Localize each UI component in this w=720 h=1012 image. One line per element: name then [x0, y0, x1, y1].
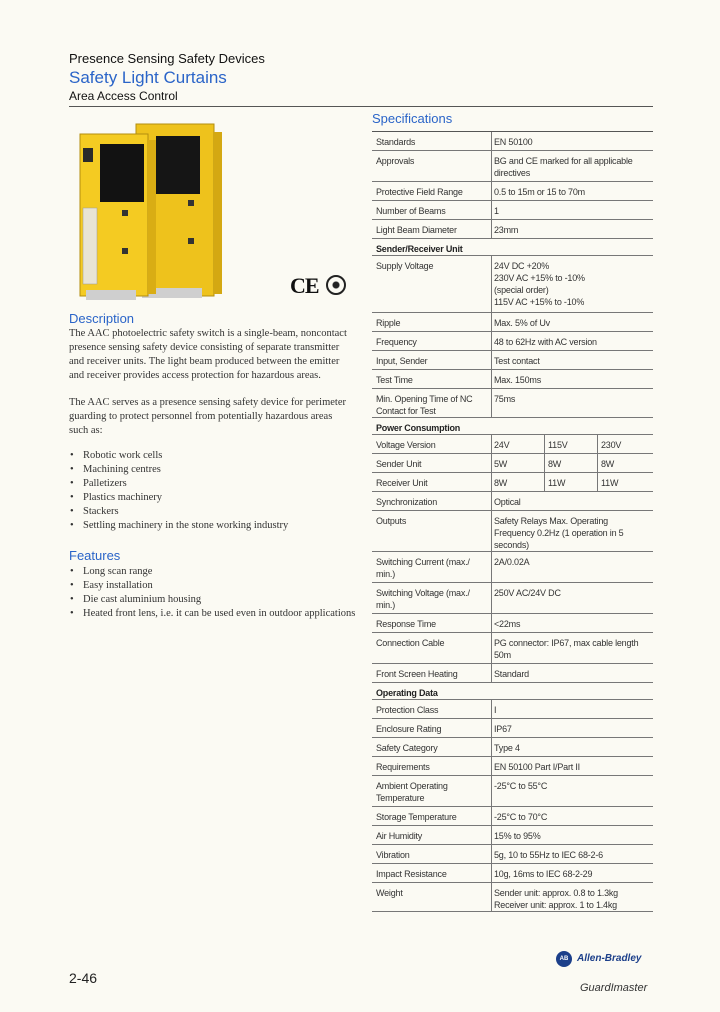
list-item: • Easy installation	[69, 579, 359, 593]
list-item: • Die cast aluminium housing	[69, 593, 359, 607]
spec-label: Weight	[376, 888, 403, 898]
column-divider	[491, 435, 492, 453]
spec-value: 230V	[601, 440, 622, 450]
spec-label: Light Beam Diameter	[376, 225, 457, 235]
spec-value: <22ms	[494, 619, 521, 629]
spec-label: Input, Sender	[376, 356, 428, 366]
table-row	[372, 151, 653, 182]
spec-value: 48 to 62Hz with AC version	[494, 337, 597, 347]
table-row	[372, 757, 653, 776]
column-divider	[491, 473, 492, 491]
spec-label: Protective Field Range	[376, 187, 463, 197]
page-subtitle: Area Access Control	[69, 89, 178, 103]
table-row	[372, 864, 653, 883]
column-divider	[491, 351, 492, 369]
spec-label: Standards	[376, 137, 416, 147]
spec-value: 75ms	[494, 394, 516, 404]
features-list	[69, 565, 359, 621]
spec-label: Sender Unit	[376, 459, 422, 469]
features-heading: Features	[69, 548, 121, 563]
description-paragraph-2: The AAC serves as a presence sensing safety device for perimeter guarding to protect personnel from potentially hazardous areas such as:	[69, 397, 346, 436]
spec-value: Type 4	[494, 743, 520, 753]
spec-value: 5g, 10 to 55Hz to IEC 68-2-6	[494, 850, 603, 860]
spec-label: Supply Voltage	[376, 261, 434, 271]
spec-value: Safety Relays Max. Operating Frequency 0.2Hz (1 operation in 5 seconds)	[494, 516, 624, 550]
spec-label: Min. Opening Time of NC Contact for Test	[376, 394, 473, 416]
kicker: Presence Sensing Safety Devices	[69, 51, 265, 66]
spec-label: Number of Beams	[376, 206, 446, 216]
spec-value: I	[494, 705, 497, 715]
table-row	[372, 776, 653, 807]
table-row	[372, 370, 653, 389]
page-number: 2-46	[69, 970, 98, 986]
section-row	[372, 418, 653, 435]
section-title: Power Consumption	[376, 423, 461, 433]
table-row	[372, 807, 653, 826]
spec-label: Response Time	[376, 619, 436, 629]
table-row	[372, 719, 653, 738]
header-rule	[69, 106, 653, 107]
spec-value: Max. 150ms	[494, 375, 542, 385]
spec-value: Optical	[494, 497, 521, 507]
column-divider	[491, 256, 492, 312]
description-paragraph-1: The AAC photoelectric safety switch is a single-beam, noncontact presence sensing safety device consisting of separate transmitter and receiver units. The light beam produced between the emitter and receiver provides access protection for hazardous areas.	[69, 328, 347, 381]
column-divider	[491, 182, 492, 200]
column-divider	[491, 719, 492, 737]
spec-value: 8W	[601, 459, 615, 469]
column-divider	[491, 757, 492, 775]
spec-label: Receiver Unit	[376, 478, 428, 488]
table-row	[372, 511, 653, 552]
ab-logo-icon: AB	[556, 951, 572, 967]
spec-value: Sender unit: approx. 0.8 to 1.3kg Receiver unit: approx. 1 to 1.4kg	[494, 888, 618, 910]
spec-value: Standard	[494, 669, 529, 679]
spec-label: Impact Resistance	[376, 869, 447, 879]
list-item: • Robotic work cells	[69, 449, 359, 463]
column-divider	[491, 700, 492, 718]
column-divider	[491, 614, 492, 632]
spec-value: 1	[494, 206, 499, 216]
spec-value: 115V	[548, 440, 568, 450]
spec-label: Enclosure Rating	[376, 724, 442, 734]
spec-label: Ambient Operating Temperature	[376, 781, 448, 803]
table-row	[372, 738, 653, 757]
spec-value: -25°C to 70°C	[494, 812, 548, 822]
list-item: • Palletizers	[69, 477, 359, 491]
list-item: • Plastics machinery	[69, 491, 359, 505]
column-divider	[544, 454, 545, 472]
table-row	[372, 454, 653, 473]
column-divider	[544, 473, 545, 491]
spec-value: Max. 5% of Uv	[494, 318, 550, 328]
section-row	[372, 683, 653, 700]
spec-label: Connection Cable	[376, 638, 445, 648]
column-divider	[491, 220, 492, 238]
table-row	[372, 492, 653, 511]
spec-label: Switching Voltage (max./ min.)	[376, 588, 470, 610]
list-item: • Long scan range	[69, 565, 359, 579]
column-divider	[491, 552, 492, 582]
table-row	[372, 256, 653, 313]
list-item: • Stackers	[69, 505, 359, 519]
spec-value: 250V AC/24V DC	[494, 588, 561, 598]
spec-label: Voltage Version	[376, 440, 436, 450]
column-divider	[597, 435, 598, 453]
column-divider	[491, 132, 492, 150]
spec-value: 2A/0.02A	[494, 557, 530, 567]
column-divider	[491, 826, 492, 844]
spec-label: Ripple	[376, 318, 401, 328]
table-row	[372, 883, 653, 912]
specifications-table	[372, 131, 653, 912]
spec-value: -25°C to 55°C	[494, 781, 548, 791]
spec-label: Protection Class	[376, 705, 439, 715]
table-row	[372, 132, 653, 151]
table-row	[372, 389, 653, 418]
column-divider	[491, 370, 492, 388]
column-divider	[491, 201, 492, 219]
spec-label: Approvals	[376, 156, 415, 166]
spec-value: 24V	[494, 440, 510, 450]
table-row	[372, 220, 653, 239]
page-title: Safety Light Curtains	[69, 68, 227, 87]
guardmaster-logo: GuardImaster	[580, 982, 648, 994]
table-row	[372, 435, 653, 454]
spec-value: 15% to 95%	[494, 831, 541, 841]
column-divider	[491, 454, 492, 472]
table-row	[372, 473, 653, 492]
spec-value: 24V DC +20% 230V AC +15% to -10% (special order) 115V AC +15% to -10%	[494, 261, 585, 307]
column-divider	[597, 473, 598, 491]
specifications-heading: Specifications	[372, 111, 453, 126]
column-divider	[491, 664, 492, 682]
column-divider	[491, 864, 492, 882]
spec-value: 11W	[601, 478, 619, 488]
spec-label: Outputs	[376, 516, 407, 526]
column-divider	[491, 776, 492, 806]
table-row	[372, 633, 653, 664]
section-title: Sender/Receiver Unit	[376, 244, 463, 254]
column-divider	[491, 633, 492, 663]
section-title: Operating Data	[376, 688, 438, 698]
column-divider	[491, 151, 492, 181]
column-divider	[544, 435, 545, 453]
spec-label: Air Humidity	[376, 831, 423, 841]
column-divider	[491, 313, 492, 331]
column-divider	[491, 389, 492, 417]
spec-value: IP67	[494, 724, 512, 734]
spec-label: Front Screen Heating	[376, 669, 458, 679]
list-item: • Machining centres	[69, 463, 359, 477]
spec-value: Test contact	[494, 356, 540, 366]
spec-label: Synchronization	[376, 497, 438, 507]
column-divider	[491, 492, 492, 510]
spec-value: 0.5 to 15m or 15 to 70m	[494, 187, 585, 197]
table-row	[372, 583, 653, 614]
brand-name: Allen-Bradley	[577, 953, 642, 964]
table-row	[372, 182, 653, 201]
column-divider	[491, 738, 492, 756]
spec-label: Switching Current (max./ min.)	[376, 557, 470, 579]
spec-value: PG connector: IP67, max cable length 50m	[494, 638, 639, 660]
product-image	[70, 118, 290, 303]
spec-value: BG and CE marked for all applicable directives	[494, 156, 633, 178]
column-divider	[491, 807, 492, 825]
spec-label: Requirements	[376, 762, 430, 772]
table-row	[372, 332, 653, 351]
table-row	[372, 201, 653, 220]
table-row	[372, 351, 653, 370]
application-list	[69, 449, 359, 533]
column-divider	[491, 883, 492, 911]
column-divider	[491, 845, 492, 863]
spec-value: EN 50100	[494, 137, 533, 147]
table-row	[372, 313, 653, 332]
table-row	[372, 614, 653, 633]
spec-value: 8W	[494, 478, 508, 488]
spec-label: Storage Temperature	[376, 812, 457, 822]
spec-value: 23mm	[494, 225, 519, 235]
column-divider	[491, 332, 492, 350]
section-row	[372, 239, 653, 256]
table-row	[372, 845, 653, 864]
table-row	[372, 552, 653, 583]
list-item: • Heated front lens, i.e. it can be used even in outdoor applications	[69, 607, 359, 621]
table-row	[372, 700, 653, 719]
spec-value: 5W	[494, 459, 508, 469]
certification-icon	[326, 275, 346, 295]
sensor-unit-front	[80, 134, 156, 300]
spec-label: Frequency	[376, 337, 417, 347]
column-divider	[491, 583, 492, 613]
spec-value: 11W	[548, 478, 566, 488]
spec-value: 10g, 16ms to IEC 68-2-29	[494, 869, 593, 879]
spec-value: 8W	[548, 459, 562, 469]
table-row	[372, 826, 653, 845]
ce-mark: CE	[290, 273, 319, 298]
description-heading: Description	[69, 311, 135, 326]
column-divider	[491, 511, 492, 551]
allen-bradley-logo	[556, 951, 656, 969]
spec-label: Safety Category	[376, 743, 438, 753]
spec-value: EN 50100 Part I/Part II	[494, 762, 580, 772]
list-item: • Settling machinery in the stone working industry	[69, 519, 359, 533]
column-divider	[597, 454, 598, 472]
spec-label: Vibration	[376, 850, 410, 860]
spec-label: Test Time	[376, 375, 413, 385]
table-row	[372, 664, 653, 683]
